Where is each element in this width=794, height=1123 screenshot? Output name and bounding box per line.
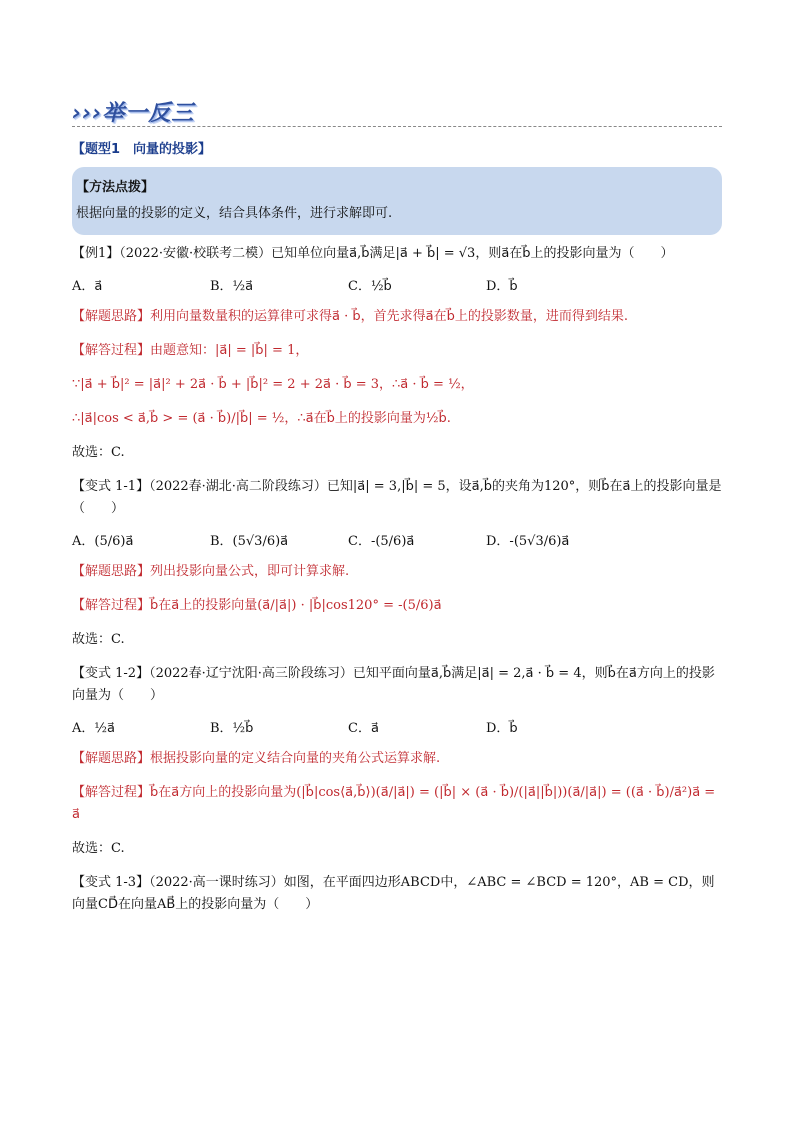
example1-idea [72, 306, 722, 328]
banner-divider [72, 126, 722, 127]
variant12-options [72, 717, 722, 736]
option-a: A．a⃗ [72, 279, 103, 294]
idea-text: 根据投影向量的定义结合向量的夹角公式运算求解. [150, 751, 441, 766]
page [72, 96, 722, 916]
option-a: A．(5/6)a⃗ [72, 534, 134, 549]
idea-tag: 【解题思路】 [72, 309, 151, 324]
variant11-process [72, 595, 722, 617]
variant11-question: 【变式 1-1】（2022春·湖北·高二阶段练习）已知|a⃗| = 3,|b⃗| = 5，设a⃗,b⃗的夹角为120°，则b⃗在a⃗上的投影向量是（ ） [72, 479, 722, 516]
example1-options [72, 275, 722, 294]
example1-question: 【例1】（2022·安徽·校联考二模）已知单位向量a⃗,b⃗满足|a⃗ + b⃗| = √3，则a⃗在b⃗上的投影向量为（ ） [72, 246, 674, 261]
option-d: D．-(5√3/6)a⃗ [486, 534, 570, 549]
option-b: B．½a⃗ [210, 279, 254, 294]
variant12-question: 【变式 1-2】（2022春·辽宁沈阳·高三阶段练习）已知平面向量a⃗,b⃗满足|a⃗| = 2,a⃗ · b⃗ = 4，则b⃗在a⃗方向上的投影向量为（ ） [72, 666, 715, 703]
example1-process-2: ∵|a⃗ + b⃗|² = |a⃗|² + 2a⃗ · b⃗ + |b⃗|² = 2 + 2a⃗ · b⃗ = 3，∴a⃗ · b⃗ = ½， [72, 377, 474, 392]
variant13-question: 【变式 1-3】（2022·高一课时练习）如图，在平面四边形ABCD中，∠ABC = ∠BCD = 120°，AB = CD，则向量CD⃗在向量AB⃗上的投影向量为（ ） [72, 875, 715, 912]
option-c: C．-(5/6)a⃗ [348, 534, 415, 549]
banner-logo: ›››举一反三 [72, 101, 195, 126]
idea-tag: 【解题思路】 [72, 751, 151, 766]
variant12-idea [72, 748, 722, 770]
process-text: b⃗在a⃗方向上的投影向量为(|b⃗|cos⟨a⃗,b⃗⟩)(a⃗/|a⃗|) = (|b⃗| × (a⃗ · b⃗)/(|a⃗||b⃗|))(a⃗/|a⃗|) = ((a⃗ · b⃗)/a⃗²)a⃗ = a⃗ [72, 785, 716, 822]
idea-text: 利用向量数量积的运算律可求得a⃗ · b⃗，首先求得a⃗在b⃗上的投影数量，进而得到结果. [150, 309, 628, 324]
process-text: b⃗在a⃗上的投影向量(a⃗/|a⃗|) · |b⃗|cos120° = -(5/6)a⃗ [150, 598, 442, 613]
option-c: C．½b⃗ [348, 279, 392, 294]
idea-tag: 【解题思路】 [72, 564, 151, 579]
variant12-process [72, 782, 722, 826]
option-d: D．b⃗ [486, 721, 518, 736]
process-tag: 【解答过程】 [72, 598, 151, 613]
process-tag: 【解答过程】 [72, 343, 151, 358]
method-body: 根据向量的投影的定义，结合具体条件，进行求解即可. [76, 206, 393, 221]
example1-process-3: ∴|a⃗|cos < a⃗,b⃗ > = (a⃗ · b⃗)/|b⃗| = ½，∴a⃗在b⃗上的投影向量为½b⃗. [72, 411, 451, 426]
option-b: B．(5√3/6)a⃗ [210, 534, 289, 549]
banner [72, 96, 722, 126]
section-title: 【题型1 向量的投影】 [72, 142, 212, 157]
process-tag: 【解答过程】 [72, 785, 151, 800]
variant11-idea [72, 561, 722, 583]
variant11-answer: 故选：C. [72, 632, 125, 647]
option-a: A．½a⃗ [72, 721, 115, 736]
process-text: 由题意知：|a⃗| = |b⃗| = 1， [150, 343, 309, 358]
example1-answer: 故选：C. [72, 445, 125, 460]
option-d: D．b⃗ [486, 279, 518, 294]
example1-process-1 [72, 340, 722, 362]
variant12-answer: 故选：C. [72, 841, 125, 856]
method-box [72, 167, 722, 235]
option-c: C．a⃗ [348, 721, 379, 736]
method-head: 【方法点拨】 [76, 180, 155, 195]
option-b: B．½b⃗ [210, 721, 254, 736]
variant11-options [72, 530, 722, 549]
idea-text: 列出投影向量公式，即可计算求解. [150, 564, 350, 579]
